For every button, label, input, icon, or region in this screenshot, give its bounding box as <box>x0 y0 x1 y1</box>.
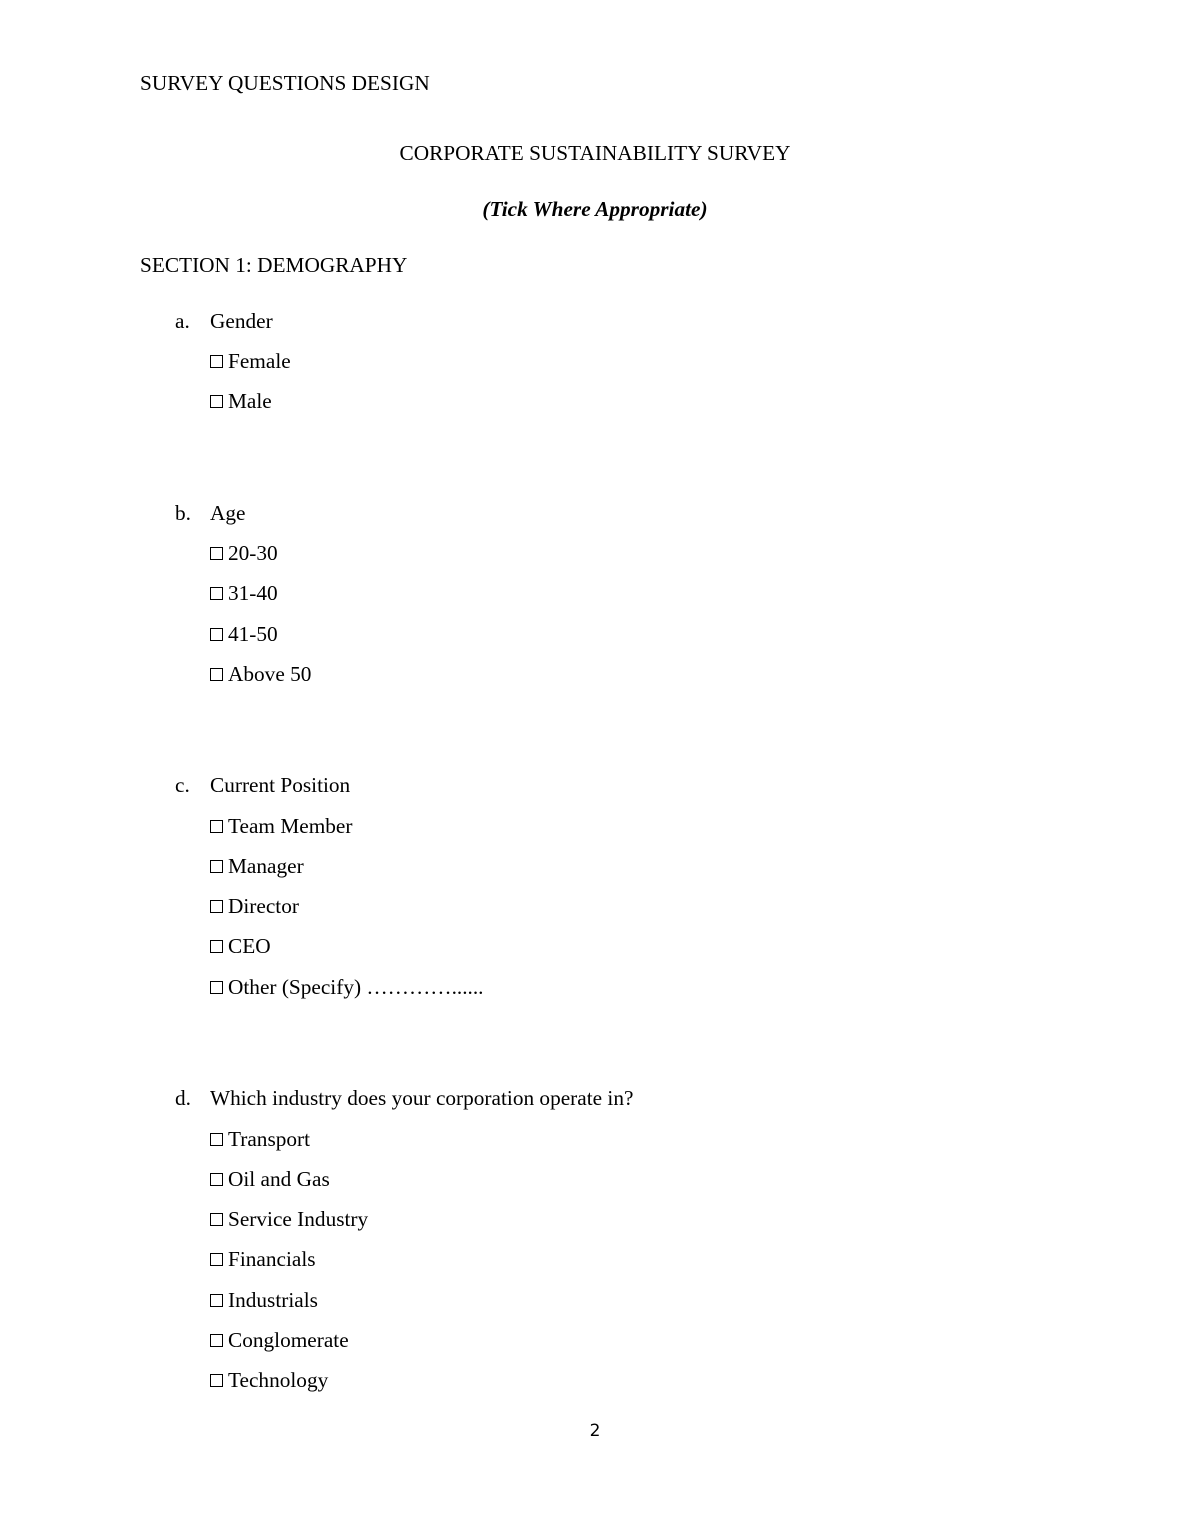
option-age-above-50[interactable] <box>210 661 311 687</box>
option-label: 20-30 <box>228 541 278 565</box>
option-transport[interactable] <box>210 1126 310 1152</box>
option-industrials[interactable] <box>210 1287 318 1313</box>
option-label: 41-50 <box>228 622 278 646</box>
option-manager[interactable] <box>210 853 304 879</box>
option-director[interactable] <box>210 893 299 919</box>
option-label: Female <box>228 349 291 373</box>
option-service-industry[interactable] <box>210 1206 368 1232</box>
checkbox-icon[interactable] <box>210 355 223 368</box>
checkbox-icon[interactable] <box>210 1253 223 1266</box>
question-gender-heading <box>0 308 1190 334</box>
question-text: Gender <box>210 309 273 333</box>
option-label: Director <box>228 894 299 918</box>
section-heading: SECTION 1: DEMOGRAPHY <box>140 253 408 277</box>
option-label: Oil and Gas <box>228 1167 330 1191</box>
checkbox-icon[interactable] <box>210 1213 223 1226</box>
checkbox-icon[interactable] <box>210 668 223 681</box>
option-other-specify[interactable] <box>210 974 484 1000</box>
checkbox-icon[interactable] <box>210 547 223 560</box>
question-age-heading <box>0 500 1190 526</box>
checkbox-icon[interactable] <box>210 628 223 641</box>
question-industry-heading <box>0 1085 1190 1111</box>
checkbox-icon[interactable] <box>210 900 223 913</box>
option-age-20-30[interactable] <box>210 540 278 566</box>
checkbox-icon[interactable] <box>210 820 223 833</box>
option-team-member[interactable] <box>210 813 352 839</box>
option-label: 31-40 <box>228 581 278 605</box>
option-label: Team Member <box>228 814 353 838</box>
question-text: Which industry does your corporation operate in? <box>210 1086 634 1110</box>
option-label: Service Industry <box>228 1207 369 1231</box>
checkbox-icon[interactable] <box>210 1133 223 1146</box>
checkbox-icon[interactable] <box>210 940 223 953</box>
option-label: Above 50 <box>228 662 312 686</box>
checkbox-icon[interactable] <box>210 1334 223 1347</box>
option-label: Conglomerate <box>228 1328 349 1352</box>
question-position-heading <box>0 772 1190 798</box>
question-marker: d. <box>175 1086 191 1110</box>
checkbox-icon[interactable] <box>210 1374 223 1387</box>
option-label: Industrials <box>228 1288 318 1312</box>
option-label: Technology <box>228 1368 329 1392</box>
option-conglomerate[interactable] <box>210 1327 349 1353</box>
option-oil-and-gas[interactable] <box>210 1166 330 1192</box>
running-header: SURVEY QUESTIONS DESIGN <box>140 71 430 95</box>
option-male[interactable] <box>210 388 272 414</box>
option-female[interactable] <box>210 348 291 374</box>
checkbox-icon[interactable] <box>210 395 223 408</box>
survey-instructions: (Tick Where Appropriate) <box>482 197 708 221</box>
option-ceo[interactable] <box>210 933 271 959</box>
checkbox-icon[interactable] <box>210 1173 223 1186</box>
page-number: 2 <box>589 1421 601 1441</box>
option-label: Male <box>228 389 272 413</box>
option-financials[interactable] <box>210 1246 316 1272</box>
question-marker: b. <box>175 501 191 525</box>
option-label: Other (Specify) …………...... <box>228 975 484 999</box>
option-technology[interactable] <box>210 1367 328 1393</box>
checkbox-icon[interactable] <box>210 860 223 873</box>
checkbox-icon[interactable] <box>210 587 223 600</box>
option-label: Financials <box>228 1247 316 1271</box>
option-label: CEO <box>228 934 271 958</box>
survey-title: CORPORATE SUSTAINABILITY SURVEY <box>399 141 791 165</box>
checkbox-icon[interactable] <box>210 981 223 994</box>
option-label: Manager <box>228 854 304 878</box>
option-age-31-40[interactable] <box>210 580 278 606</box>
checkbox-icon[interactable] <box>210 1294 223 1307</box>
option-label: Transport <box>228 1127 311 1151</box>
question-text: Current Position <box>210 773 351 797</box>
question-marker: c. <box>175 773 190 797</box>
question-text: Age <box>210 501 246 525</box>
option-age-41-50[interactable] <box>210 621 278 647</box>
question-marker: a. <box>175 309 190 333</box>
